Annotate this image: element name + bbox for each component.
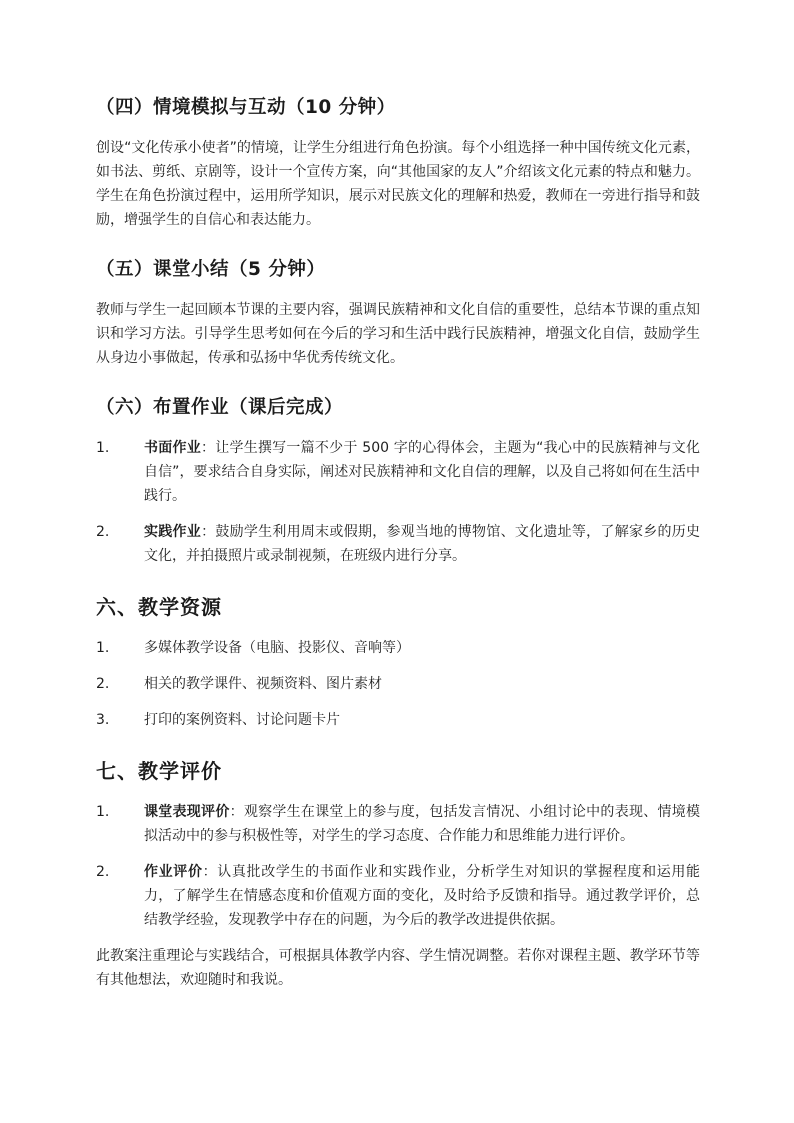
list-item-label: 书面作业 [144,440,201,456]
list-item-number: 3. [96,712,110,728]
list-item-number: 1. [96,640,110,656]
homework-list [96,436,700,568]
list-item-text: ：鼓励学生利用周末或假期，参观当地的博物馆、文化遗址等，了解家乡的历史文化，并拍摄照片或录制视频，在班级内进行分享。 [144,524,701,564]
section-heading-situation-simulation: （四）情境模拟与互动（10 分钟） [96,97,396,118]
section-body-class-summary: 教师与学生一起回顾本节课的主要内容，强调民族精神和文化自信的重要性，总结本节课的重点知识和学习方法。引导学生思考如何在今后的学习和生活中践行民族精神，增强文化自信，鼓励学生从身边小事做起，传承和弘扬中华优秀传统文化。 [96,302,700,366]
list-item-number: 1. [96,804,110,820]
list-item [96,636,700,660]
closing-note: 此教案注重理论与实践结合，可根据具体教学内容、学生情况调整。若你对课程主题、教学环节等有其他想法，欢迎随时和我说。 [96,948,700,988]
section-heading-homework: （六）布置作业（课后完成） [96,397,344,418]
list-item-label: 作业评价 [144,864,203,880]
section-body-situation-simulation: 创设“文化传承小使者”的情境，让学生分组进行角色扮演。每个小组选择一种中国传统文化元素，如书法、剪纸、京剧等，设计一个宣传方案，向“其他国家的友人”介绍该文化元素的特点和魅力。学生在角色扮演过程中，运用所学知识，展示对民族文化的理解和热爱，教师在一旁进行指导和鼓励，增强学生的自信心和表达能力。 [96,140,700,228]
list-item-number: 2. [96,524,110,540]
list-item [96,520,700,568]
section-heading-resources: 六、教学资源 [96,595,222,619]
list-item-label: 课堂表现评价 [144,804,230,820]
list-item-label: 实践作业 [144,524,202,540]
evaluation-list [96,800,700,932]
list-item-text: 打印的案例资料、讨论问题卡片 [144,712,340,728]
list-item-text: ：观察学生在课堂上的参与度，包括发言情况、小组讨论中的表现、情境模拟活动中的参与积极性等，对学生的学习态度、合作能力和思维能力进行评价。 [144,804,701,844]
list-item-text: ：认真批改学生的书面作业和实践作业，分析学生对知识的掌握程度和运用能力，了解学生在情感态度和价值观方面的变化，及时给予反馈和指导。通过教学评价，总结教学经验，发现教学中存在的问题，为今后的教学改进提供依据。 [144,864,701,928]
list-item-number: 2. [96,864,110,880]
list-item [96,860,700,932]
list-item-text: 多媒体教学设备（电脑、投影仪、音响等） [144,640,410,656]
list-item [96,436,700,508]
list-item [96,800,700,848]
list-item-number: 1. [96,440,110,456]
list-item [96,708,700,732]
list-item-number: 2. [96,676,110,692]
section-heading-evaluation: 七、教学评价 [96,759,222,783]
section-heading-class-summary: （五）课堂小结（5 分钟） [96,259,326,280]
list-item [96,672,700,696]
document-content [96,92,700,992]
resources-list [96,636,700,732]
list-item-text: 相关的教学课件、视频资料、图片素材 [144,676,382,692]
list-item-text: ：让学生撰写一篇不少于 500 字的心得体会，主题为“我心中的民族精神与文化自信”，要求结合自身实际，阐述对民族精神和文化自信的理解，以及自己将如何在生活中践行。 [144,440,701,504]
